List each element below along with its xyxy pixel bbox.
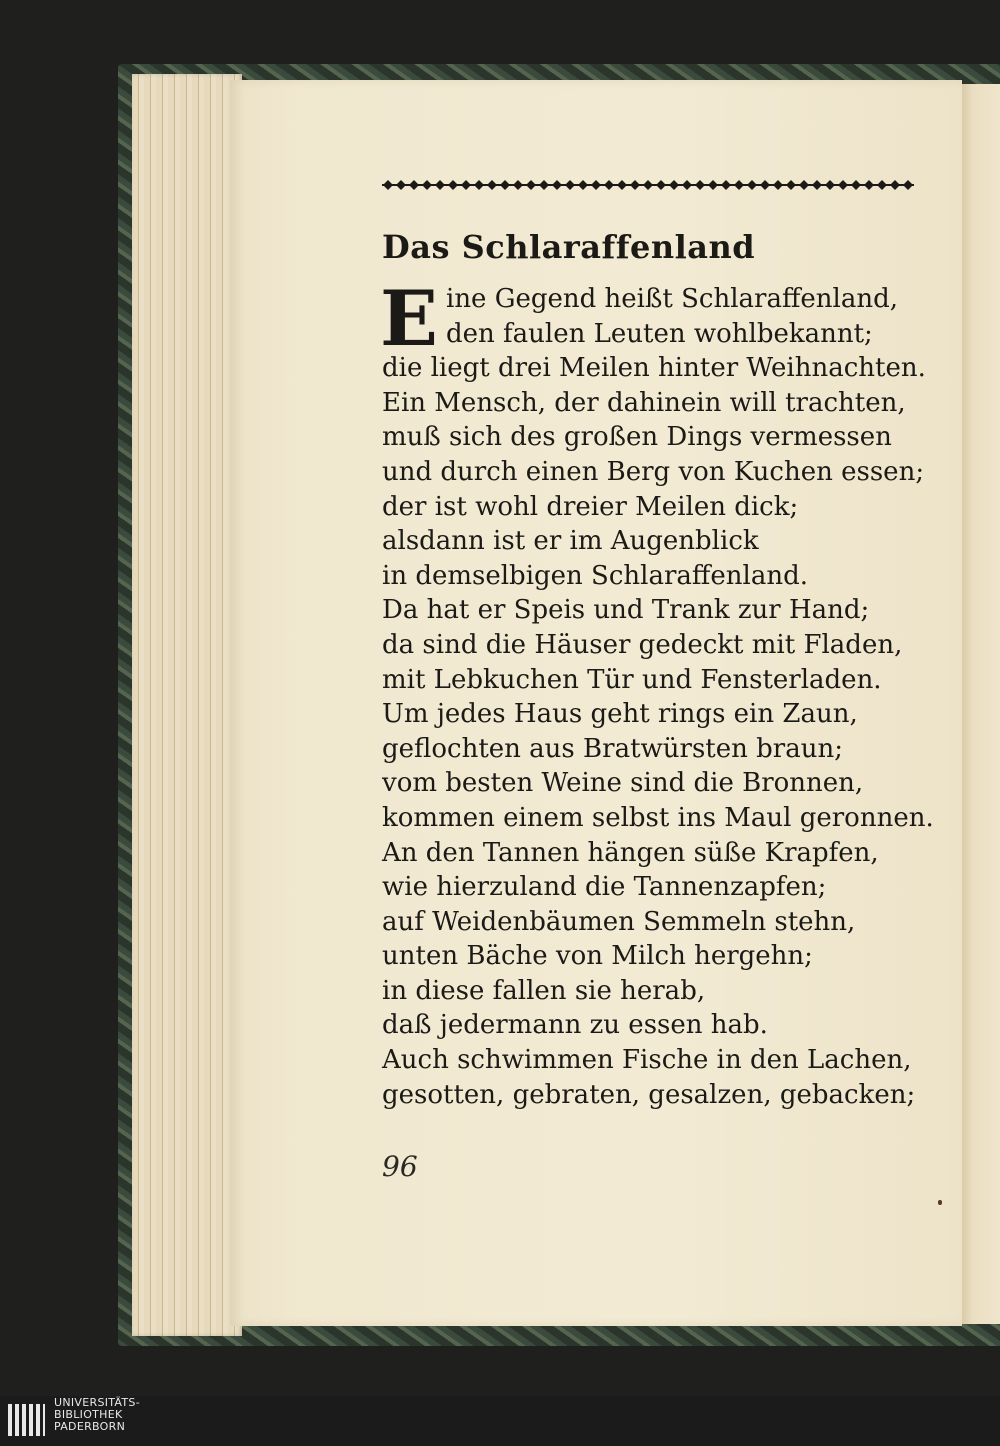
ornament-diamond	[630, 180, 640, 190]
drop-cap: E	[380, 274, 438, 363]
ornament-diamond	[526, 180, 536, 190]
ornament-diamond	[461, 180, 471, 190]
poem-line: muß sich des großen Dings vermessen	[382, 422, 892, 453]
page-number: 96	[382, 1150, 418, 1183]
ornament-diamond	[448, 180, 458, 190]
poem-line: Um jedes Haus geht rings ein Zaun,	[382, 699, 858, 730]
poem-line: auf Weidenbäumen Semmeln stehn,	[382, 906, 856, 937]
poem-line: in diese fallen sie herab,	[382, 975, 706, 1006]
poem-body	[380, 274, 942, 1112]
ornament-diamond	[773, 180, 783, 190]
library-logo-icon	[6, 1400, 46, 1440]
poem-line: Ein Mensch, der dahinein will trachten,	[382, 387, 906, 418]
poem-line: Auch schwimmen Fische in den Lachen,	[382, 1045, 912, 1076]
library-name-line: UNIVERSITÄTS-	[54, 1396, 140, 1409]
ornament-diamond	[578, 180, 588, 190]
poem-line: da sind die Häuser gedeckt mit Fladen,	[382, 629, 903, 660]
ornament-diamond	[513, 180, 523, 190]
ornament-diamond	[474, 180, 484, 190]
ornament-diamond	[396, 180, 406, 190]
ornament-diamond	[552, 180, 562, 190]
poem-line: alsdann ist er im Augenblick	[382, 526, 759, 557]
ornament-diamond	[617, 180, 627, 190]
ornament-diamond	[747, 180, 757, 190]
facing-page-edge	[962, 84, 1000, 1324]
ornament-diamond	[539, 180, 549, 190]
poem-line: Da hat er Speis und Trank zur Hand;	[382, 595, 870, 626]
ornament-diamond	[565, 180, 575, 190]
footer-bar	[0, 1396, 1000, 1446]
ornament-diamond	[903, 180, 913, 190]
poem-line: ine Gegend heißt Schlaraffenland,	[446, 284, 899, 314]
poem-line: geflochten aus Bratwürsten braun;	[382, 733, 843, 764]
poem-line: gesotten, gebraten, gesalzen, gebacken;	[382, 1079, 916, 1110]
poem-line: der ist wohl dreier Meilen dick;	[382, 491, 799, 522]
poem-line: mit Lebkuchen Tür und Fensterladen.	[382, 664, 882, 695]
ornament-diamond	[825, 180, 835, 190]
library-name-line: PADERBORN	[54, 1420, 126, 1433]
poem-line: kommen einem selbst ins Maul geronnen.	[382, 802, 934, 833]
ornament-diamond	[695, 180, 705, 190]
poem-line: und durch einen Berg von Kuchen essen;	[382, 456, 925, 487]
ornament-diamond	[383, 180, 393, 190]
ornament-diamond	[422, 180, 432, 190]
poem-title: Das Schlaraffenland	[382, 228, 756, 266]
ornament-diamond	[812, 180, 822, 190]
ornament-diamond	[721, 180, 731, 190]
ornament-diamond	[604, 180, 614, 190]
ornament-diamond	[500, 180, 510, 190]
ornament-diamond	[838, 180, 848, 190]
library-name-line: BIBLIOTHEK	[54, 1408, 123, 1421]
poem-line: An den Tannen hängen süße Krapfen,	[382, 837, 879, 868]
ornament-diamond	[877, 180, 887, 190]
poem-line: den faulen Leuten wohlbekannt;	[446, 318, 873, 349]
ornament-diamond	[864, 180, 874, 190]
ornament-diamond	[682, 180, 692, 190]
ornament-diamond	[734, 180, 744, 190]
ornament-diamond	[409, 180, 419, 190]
poem-line: wie hierzuland die Tannenzapfen;	[382, 872, 827, 903]
ornament-diamond	[487, 180, 497, 190]
poem-line: daß jedermann zu essen hab.	[382, 1010, 768, 1041]
ornament-diamond	[786, 180, 796, 190]
poem-line: in demselbigen Schlaraffenland.	[382, 560, 808, 591]
ornament-diamond	[669, 180, 679, 190]
ornament-diamond	[643, 180, 653, 190]
ornament-divider	[382, 178, 914, 192]
ornament-diamond	[851, 180, 861, 190]
ornament-diamond	[890, 180, 900, 190]
ornament-diamond	[760, 180, 770, 190]
poem-line: unten Bäche von Milch hergehn;	[382, 941, 813, 972]
ornament-diamond	[656, 180, 666, 190]
library-name	[54, 1397, 140, 1433]
ornament-diamond	[435, 180, 445, 190]
poem-line: die liegt drei Meilen hinter Weihnachten.	[382, 353, 926, 384]
poem-line: vom besten Weine sind die Bronnen,	[382, 768, 864, 799]
ornament-diamond	[708, 180, 718, 190]
paper-speck	[938, 1200, 942, 1205]
ornament-diamond	[799, 180, 809, 190]
page-edges	[132, 74, 242, 1336]
ornament-diamond	[591, 180, 601, 190]
